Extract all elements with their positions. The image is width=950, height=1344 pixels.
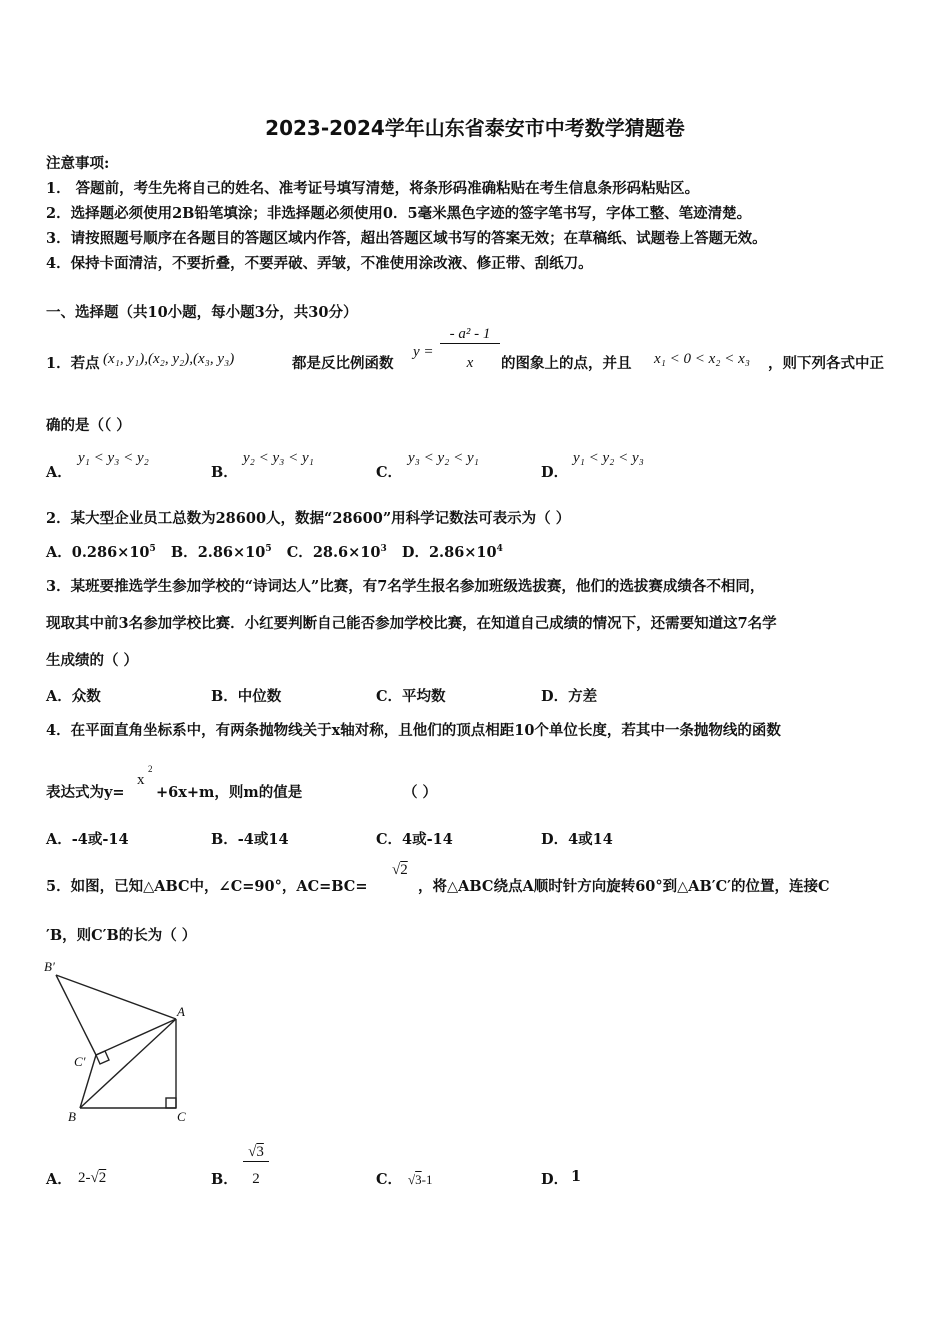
q1-points: (x₁, y₁),(x₂, y₂),(x₃, y₃)	[103, 351, 235, 367]
q2-opt-c-exp: 3	[380, 544, 387, 555]
q5-opt-b-num: √3	[243, 1144, 269, 1162]
notice-heading: 注意事项:	[46, 155, 110, 172]
q5-opt-c-post: -1	[421, 1172, 433, 1187]
q4-opt-b: B．-4或14	[211, 831, 289, 848]
q3-opt-d: D．方差	[541, 688, 598, 705]
q2-opt-c-label: C．	[286, 544, 313, 561]
q2-opt-a-label: A．	[46, 544, 72, 561]
q4-opt-d: D．4或14	[541, 831, 613, 848]
q5-opt-a-pre: 2-	[78, 1170, 91, 1186]
q2-opt-d-exp: 4	[496, 544, 503, 555]
q5-line1-b: ，将△ABC绕点A顺时针方向旋转60°到△AB′C′的位置，连接C	[418, 878, 830, 895]
q3-line1: 3．某班要推选学生参加学校的“诗词达人”比赛，有7名学生报名参加班级选拔赛，他们的选拔赛成绩各不相同，	[46, 578, 765, 595]
q5-opt-c-label: C．	[376, 1171, 403, 1188]
q2-options	[46, 541, 503, 562]
q1-mid: 都是反比例函数	[292, 355, 394, 372]
q5-opt-b-label: B．	[211, 1171, 238, 1188]
q1-opt-c-label: C．	[376, 464, 403, 481]
q3-opt-b: B．中位数	[211, 688, 282, 705]
q3-opt-a: A．众数	[46, 688, 101, 705]
notice-item-4: 4．保持卡面清洁，不要折叠，不要弄破、弄皱，不准使用涂改液、修正带、刮纸刀。	[46, 255, 593, 272]
q2-opt-b-label: B．	[170, 544, 198, 561]
q5-figure	[40, 955, 200, 1125]
right-angle-cp	[96, 1051, 109, 1064]
notice-item-2: 2．选择题必须使用2B铅笔填涂；非选择题必须使用0．5毫米黑色字迹的签字笔书写，字体工整、笔迹清楚。	[46, 205, 752, 222]
label-cp: C′	[74, 1054, 86, 1069]
q2-text: 2．某大型企业员工总数为28600人，数据“28600”用科学记数法可表示为（ ）	[46, 510, 571, 527]
seg-cp-a	[96, 1019, 176, 1055]
q1-cond: x₁ < 0 < x₂ < x₃	[654, 351, 750, 367]
q1-func-lhs: y =	[413, 344, 434, 360]
q1-opt-b-label: B．	[211, 464, 238, 481]
q1-opt-b: y₂ < y₃ < y₁	[243, 450, 314, 466]
q5-opt-b-den: 2	[252, 1171, 260, 1187]
q1-opt-d: y₁ < y₂ < y₃	[573, 450, 644, 466]
q1-func-den: x	[466, 355, 474, 371]
q1-lead: 1．若点	[46, 355, 100, 372]
label-bp: B′	[44, 959, 55, 974]
q2-opt-d-label: D．	[401, 544, 429, 561]
q1-tail: ，则下列各式中正	[768, 355, 884, 372]
page-title: 2023-2024学年山东省泰安市中考数学猜题卷	[265, 116, 685, 140]
q2-opt-a-exp: 5	[149, 544, 156, 555]
q2-opt-b-exp: 5	[265, 544, 272, 555]
q5-line2: ′B，则C′B的长为（ ）	[46, 927, 197, 944]
q4-line1: 4．在平面直角坐标系中，有两条抛物线关于x轴对称，且他们的顶点相距10个单位长度，若其中一条抛物线的函数	[46, 722, 781, 739]
q5-sqrt2: √2	[392, 862, 408, 878]
q1-opt-d-label: D．	[541, 464, 569, 481]
q5-opt-b-num-rad: 3	[256, 1144, 264, 1160]
q4-line2-b: +6x+m，则m的值是	[156, 784, 303, 801]
q4-line2-exp: 2	[148, 764, 153, 774]
q2-opt-d: 2.86×10	[428, 544, 497, 561]
q5-line1-a: 5．如图，已知△ABC中，∠C=90°，AC=BC=	[46, 878, 368, 895]
q4-line2-c: （ ）	[403, 784, 438, 801]
label-b: B	[68, 1109, 76, 1124]
q1-opt-c: y₃ < y₂ < y₁	[408, 450, 479, 466]
q4-line2-x: x	[137, 772, 145, 788]
q4-opt-c: C．4或-14	[376, 831, 453, 848]
q5-opt-c-rad: 3	[415, 1172, 422, 1187]
right-angle-c	[166, 1098, 176, 1108]
q4-line2-a: 表达式为y=	[46, 784, 125, 801]
q5-opt-c: √3-1	[408, 1172, 433, 1187]
q3-line2: 现取其中前3名参加学校比赛．小红要判断自己能否参加学校比赛，在知道自己成绩的情况下，还需要知道这7名学	[46, 615, 777, 632]
label-c: C	[177, 1109, 186, 1124]
q1-func-num: - a² - 1	[440, 326, 500, 344]
q2-opt-b: 2.86×10	[197, 544, 266, 561]
q5-opt-a: 2-√2	[78, 1170, 107, 1186]
q1-opt-a-label: A．	[46, 464, 72, 481]
q1-line2: 确的是（（ ）	[46, 417, 131, 434]
q5-opt-a-rad: 2	[98, 1170, 107, 1186]
q2-opt-a: 0.286×10	[71, 544, 150, 561]
q3-opt-c: C．平均数	[376, 688, 446, 705]
q2-opt-c: 28.6×10	[312, 544, 381, 561]
q1-after: 的图象上的点，并且	[501, 355, 632, 372]
notice-item-1: 1． 答题前，考生先将自己的姓名、准考证号填写清楚，将条形码准确粘贴在考生信息条形码粘贴区。	[46, 180, 700, 197]
label-a: A	[177, 1004, 185, 1019]
q1-opt-a: y₁ < y₃ < y₂	[78, 450, 149, 466]
q3-line3: 生成绩的（ ）	[46, 652, 139, 669]
q5-opt-a-label: A．	[46, 1171, 72, 1188]
q5-opt-d-label: D．	[541, 1171, 569, 1188]
q5-sqrt2-rad: 2	[400, 862, 408, 878]
seg-b-a	[80, 1019, 176, 1108]
q5-opt-d: 1	[571, 1168, 582, 1185]
notice-item-3: 3．请按照题号顺序在各题目的答题区域内作答，超出答题区域书写的答案无效；在草稿纸、试题卷上答题无效。	[46, 230, 767, 247]
q4-opt-a: A．-4或-14	[46, 831, 129, 848]
section-heading: 一、选择题（共10小题，每小题3分，共30分）	[46, 304, 358, 321]
